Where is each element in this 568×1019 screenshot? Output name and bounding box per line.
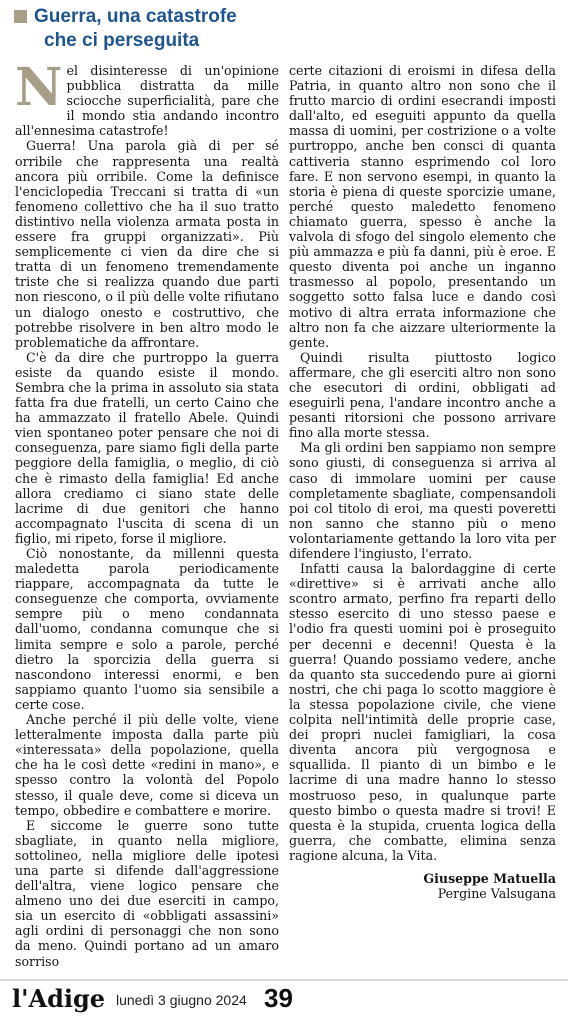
article-paragraph: E siccome le guerre sono tutte sbagliate, in quanto nella migliore, sottolineo, nella migliore delle ipotesi una parte si difende dall'aggressione dell'altra, viene logico pensare che almeno uno dei due eserciti in campo, sia un esercito di «obbligati assassini» agli ordini di personaggi che non sono da meno. Quindi portano ad un amaro sorriso bbox=[15, 817, 279, 969]
newspaper-logo: l'Adige bbox=[12, 984, 106, 1013]
paragraph-text: el disinteresse di un'opinione pubblica distratta da mille sciocche superficialità, pare che il mondo stia andando incontro all'ennesima catastrofe! bbox=[15, 63, 279, 139]
article-paragraph: Anche perché il più delle volte, viene letteralmente imposta dalla parte più «interessata» della popolazione, quella che ha le così dette «redini in mano», e spesso contro la volontà del Popolo stesso, il quale deve, come si diceva un tempo, obbedire e combattere e morire. bbox=[15, 712, 279, 818]
article-title-line-1: Guerra, una catastrofe bbox=[34, 6, 237, 27]
footer-divider bbox=[0, 979, 568, 981]
author-place: Pergine Valsugana bbox=[437, 886, 556, 902]
article-header bbox=[12, 6, 560, 56]
article-paragraph: Ciò nonostante, da millenni questa maledetta parola periodicamente riappare, accompagnata da tutte le conseguenze che comporta, ovviamente sempre più o meno condannata dall'uomo, condanna comunque che si limita sempre e solo a parole, perché dietro la sporcizia della guerra si nascondono interessi enormi, e ben sappiamo quanto l'uomo sia sensibile a certe cose. bbox=[15, 546, 279, 712]
article-paragraph: certe citazioni di eroismi in difesa della Patria, in quanto altro non sono che il frutto marcio di ordini esecrandi imposti dall'alto, ed eseguiti appunto da quella massa di uomini, per costrizione o a volte purtroppo, anche ben consci di quanta cattiveria stanno esprimendo col loro fare. E non servono esempi, in quanto la storia è piena di queste sporcizie umane, perché questo maledetto fenomeno chiamato guerra, spesso è anche la valvola di sfogo del singolo elemento che più ammazza e più fa danni, più è eroe. E questo diventa poi anche un inganno trasmesso al popolo, presentando un soggetto sotto falsa luce e dando così motivo di altra errata informazione che altro non fa che aizzare ulteriormente la gente. bbox=[289, 63, 556, 350]
drop-cap: N bbox=[15, 57, 63, 118]
article-paragraph: C'è da dire che purtroppo la guerra esiste da quando esiste il mondo. Sembra che la prima in assoluto sia stata fatta fra due fratelli, un certo Caino che ha ammazzato il fratello Abele. Quindi vien spontaneo poter pensare che noi di conseguenza, pare siamo figli della parte peggiore della famiglia, o meglio, di ciò che è rimasto della famiglia! Ed anche allora crediamo ci siano state delle lacrime di due genitori che hanno accompagnato l'uscita di scena di un figlio, mi ripeto, forse il migliore. bbox=[15, 349, 279, 546]
article-paragraph bbox=[15, 57, 279, 139]
article-paragraph: Ma gli ordini ben sappiamo non sempre sono giusti, di conseguenza si arriva al caso di immolare uomini per cause completamente sbagliate, compensandoli poi col titolo di eroi, ma questi poveretti non sanno che stanno più o meno volontariamente gettando la loro vita per difendere l'ingiusto, l'errato. bbox=[289, 440, 556, 561]
section-marker-square bbox=[14, 10, 27, 23]
page-footer bbox=[12, 983, 560, 1017]
page-number: 39 bbox=[264, 983, 293, 1013]
article-column-right bbox=[289, 63, 556, 901]
article-paragraph: Quindi risulta piuttosto logico affermare, che gli eserciti altro non sono che esecutori di ordini, obbligati ad eseguirli pena, l'andare incontro anche a pesanti ritorsioni che possono arrivare fino alla morte stessa. bbox=[289, 349, 556, 441]
issue-date: lunedì 3 giugno 2024 bbox=[116, 992, 247, 1008]
article-paragraph: Guerra! Una parola già di per sé orribile che rappresenta una realtà ancora più orribile. Come la definisce l'enciclopedia Treccani si tratta di «un fenomeno collettivo che ha il suo tratto distintivo nella violenza armata posta in essere fra gruppi organizzati». Più semplicemente ci vien da dire che si tratta di un fenomeno tremendamente triste che si realizza quando due parti non riescono, o il più delle volte rifiutano un dialogo onesto e costruttivo, che potrebbe risolvere in ben altro modo le problematiche da affrontare. bbox=[15, 138, 279, 350]
article-column-left bbox=[15, 57, 279, 969]
author-name: Giuseppe Matuella bbox=[423, 870, 556, 886]
article-paragraph: Infatti causa la balordaggine di certe «direttive» si è arrivati anche allo scontro armato, perfino fra reparti dello stesso esercito di uno stesso paese e l'odio fra questi uomini poi è proseguito per decenni e decenni! Questa è la guerra! Quando possiamo vedere, anche da quanto sta succedendo pure ai giorni nostri, che chi paga lo scotto maggiore è la stessa popolazione civile, che viene colpita nell'intimità delle proprie case, dei propri nuclei famigliari, la cosa diventa ancora più vergognosa e squallida. Il pianto di un bimbo e le lacrime di una madre hanno lo stesso mostruoso peso, in qualunque parte questo bimbo o questa madre si trovi! E questa è la stupida, cruenta logica della guerra, che combatte, elimina senza ragione alcuna, la Vita. bbox=[289, 561, 556, 863]
article-title-line-2: che ci perseguita bbox=[44, 30, 200, 51]
signature-block bbox=[289, 871, 556, 901]
